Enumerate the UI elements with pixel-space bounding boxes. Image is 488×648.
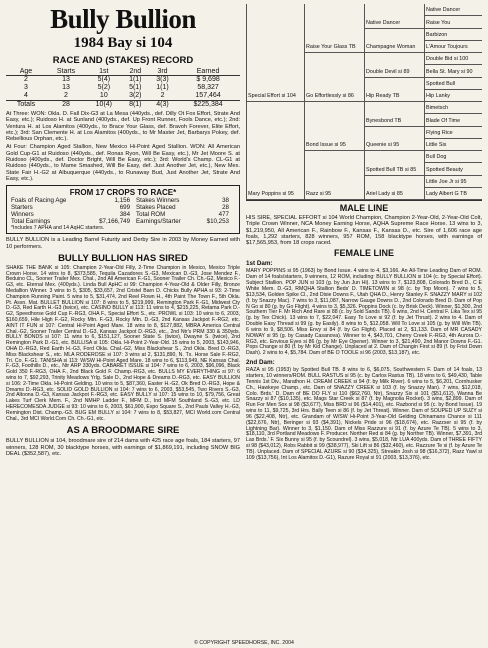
male-line-text: HIS SIRE, SPECIAL EFFORT si 104 World Champion, Champion 2-Year-Old, 2-Year-Old Colt, Triple Crown Winner, NCA Money Earning Horse, AQHA Supreme Race Horse. 13 wins to 3, $1,219,950, All American F., Rainbow F., Kansas F., Kansas D., etc. Sire of 1,606 race age foals, 1,292 starters, 828 winners, 957 ROM, 158 blacktype horses, with earnings of $17,565,953, from 18 crops raced. [246, 215, 482, 247]
page [6, 4, 484, 644]
pedigree-divider [304, 102, 305, 151]
table-cell: 5(2) [97, 84, 111, 91]
pedigree-gen4: Barbizon [424, 32, 482, 41]
pedigree-gen4: Spotted Bull [424, 81, 482, 90]
table-cell: 1(1) [156, 84, 169, 91]
pedigree-divider [424, 151, 425, 163]
table-row [6, 84, 240, 92]
pedigree-gen3: Spotted Bull TB si 85 [364, 167, 424, 176]
pedigree-gen4: Spotted Beauty [424, 167, 482, 176]
pedigree-divider [304, 53, 305, 102]
pedigree-divider [424, 163, 425, 175]
crops-footnote: *Includes 7 APHA and 14 AqHC starters. [11, 225, 105, 232]
stats-cell: 384 [119, 211, 131, 219]
pedigree-gen4: Little Sis [424, 142, 482, 151]
left-column [6, 4, 240, 459]
pedigree-gen2: Razz si 95 [304, 191, 364, 200]
pedigree-divider [424, 176, 425, 188]
sire-intro: BULLY BULLION is a Leading Barrel Futurity and Derby Sire in 2003 by Money Earned with 10 performers. [6, 237, 240, 250]
table-cell: $225,384 [176, 101, 240, 110]
crops-summary-box [6, 185, 240, 234]
table-cell: Totals [6, 101, 46, 110]
table-cell: 2 [160, 92, 165, 99]
stats-cell: 477 [218, 211, 229, 219]
pedigree-divider [364, 78, 365, 103]
table-cell: 1(1) [129, 76, 142, 83]
stats-cell: Earnings/Starter [136, 218, 181, 226]
pedigree-divider [424, 114, 425, 126]
pedigree-gen4: Bimetsch [424, 105, 482, 114]
table-cell: 13 [62, 76, 70, 83]
pedigree-dam: Mary Poppins si 95 [246, 191, 304, 200]
pedigree-divider [246, 4, 247, 102]
stats-cell: Total Earnings [11, 218, 51, 226]
pedigree-gen4: Little Joe Jr si 95 [424, 179, 482, 188]
stats-cell: Stakes Winners [136, 197, 180, 205]
table-cell: 8(1) [122, 101, 149, 110]
stats-row [11, 197, 235, 204]
table-cell: 5(4) [97, 76, 111, 83]
table-cell: $ 9,698 [196, 76, 220, 83]
pedigree-gen2: Go Effortlessly si 86 [304, 93, 364, 102]
stats-cell: Starters [11, 204, 33, 212]
male-line-heading: MALE LINE [339, 203, 389, 213]
stats-cell: Winners [11, 211, 34, 219]
pedigree-gen4: Hip Lanky [424, 93, 482, 102]
column-header: 2nd [122, 68, 149, 76]
pedigree-gen4: L'Amour Toujours [424, 44, 482, 53]
pedigree-divider [424, 4, 425, 16]
horse-info: 1984 Bay si 104 [73, 35, 173, 51]
pedigree-gen3: Queenie si 95 [364, 142, 424, 151]
column-header: 1st [86, 68, 122, 76]
pedigree-gen3: Ariel Lady si 85 [364, 191, 424, 200]
pedigree-gen4: Bull Dog [424, 154, 482, 163]
female-line-heading: FEMALE LINE [334, 248, 394, 259]
stats-cell: 699 [119, 204, 131, 212]
three-year-old-record: At Three: WON: Okla. D. Fall Dix-G3 at La Mesa (440yds., def. Dilly Ot Fox Effort, Strate And Easy, etc.); Ruidoso H. at Sunland (400yds., def. Up Front Runner, Fools Dance, etc.); 2nd: Ventura H. at Los Alamitos (400yds., to Brace Your Glass, def. Bravoh Forever, Elite Effort, etc.); 3rd: San Clemente H. at Los Alamitos (400yds., to Mr Master Jet, Barbarys Pokey, def. Rebellious Orphan, etc.). [6, 111, 240, 143]
pedigree-divider [424, 139, 425, 151]
four-year-old-record: At Four: Champion Aged Stallion, New Mexico Hi-Point Aged Stallion. WON: All American Gold Cup-G1 at Ruidoso (440yds., def. Ronas Ryon, Will Be Easy, etc.), Mr Jet Moore S. at Ruidoso (400yds., def. Doctor Bright, Will Be Easy, etc.); 3rd: World's Champ. CL-G1 at Ruidoso (440yds., to Mame Smashed, Will Be Easy, def. Just Another Jet, etc.), New Mex. State Fair H.-G2 at Albuquerque (440yds., to Runaway Bud, Just Another Jet, Strate And Easy, etc.). [6, 144, 240, 182]
pedigree-gen4: Bella St. Mary si 90 [424, 69, 482, 78]
pedigree-divider [424, 65, 425, 77]
pedigree-gen4: Flying Rice [424, 130, 482, 139]
table-row [6, 92, 240, 101]
has-sired-text: SHAKE THE BANK si 105: Champion 2-Year-Old Filly, 2-Time Champion in Mexico, Mexico Triple Crown Horse. 14 wins to 8, $373,585, Tequila Cazadores S.-G3, Mexican D.-G3, Jose Mendez F., Beduino CL, Sooner Trailer Mex. Chal., 2nd All American F.-G1, Sooner Trailer Ch. Ch.-G2, Mexico F.-G3, etc. Eternal Mex. (400yds.). Linda Bull ApHC si 99: Champion 4-Year-Old & Older Filly, Bronze Medallion Winner. 3 wins to 5, $305, $33,657, 2nd Cristel Barn D. Chicks Bully APHA si 93: 2-Time Champion Running Paint. 5 wins to 5, $31,474, 2nd Reel Flown H., 4th Paint The Town F., 5th Okla. Pt. Assn. Mat. BULLET BULLION si 107: 8 wins to 5, $219,999, Remington Park F.-G1, Midwest Cty D.-G3, Red Earth H.-G3 (twice), etc. CASINO BULLY si 113: 11 wins to 4, $215,225, Retama Park D.-G2, Speedhorse Gold Cup F.-RG3, OHA F., Special Effort S., etc. PROWL si 103: 10 wins to 6, 2003, $160,659, Hile High F.-G2, Rocky Mtn. F.-G3, Rocky Mtn. D.-G3, 2nd Kansas Jackpot F.-RG2, etc. AINT IT FUN si 107: Central Hi-Point Aged Mare. 18 wins to 8, $127,882, MBRA America Central Chal.-G2, Sooner Trailer Central D.-G3, Kansas Jackpot D.-RG3, etc., 2nd Ntr's PRM 330 & 350yds. BULLY BONDS si 107: 11 wins to 6, $151,127, Sooner State S. (twice), Dwayne S. (twice), 2nd Remington Park D.-G1, etc. BULLISA si 105: Okla. Hi-Point 2-Year-Old. 15 wins to 5, 2003, $143,946, OHA D.-RG3, Red Earth H.-G3, Ford Okla. Chal.-G2, Miss Blackshear S., 2nd Okla. Bred D.-RG3, Miss Blackshear S., etc. MLA RODEROSE si 107: 3 wins at 2, $131,890, N. Tx. Horse Sale F.-RG2, Tri. Co. F.-G1. TANISHA si 113: W/SW Hi-Point Aged Mare. 18 wins to 6, $113,949, NE Kansas Chal. F.-G3, Foothills D., etc., Ntr ARP 330yds. CABARET ISSUE si 104: 7 wins to 6, 2003, $96,096, Black Gold 350 F.-RG3, OHA F., 2nd Black Gold F. Champ.-RG3, etc. BULLS MY EVERYTHING si 97: 6 wins to 7, $92,293, Trinity Meadows Yrlg. Sale D., 2nd Hope & Dreams D.-RG3, etc. EASY BULLION si 106: 2-Time Okla. Hi-Point Gelding. 10 wins to 5, $87,360, Easter H.-G2, Ok Bred D.-RG3, Hope & Dreams D.-RG3, etc. SOLID GOLD BULLION si 104: 7 wins to 6, 2003, $53,545, Two Rivers S.-G3, 2nd Altoona D.-G3, Kansas Jackpot F.-RG3, etc. EASY BULLY si 107: 15 wins to 10, $79,756, Great Lakes Turf Clerk Mem. F., 2nd NMHP Ladder F., MFM D., Ind MFM Southland S.-G3, etc. LD HERECOMESDA JUDGE si 93: 10 wins to 6, 2003, $61,900, Expo Square S., 2nd Pauls Valley H.-G3, Remington Dist. Champ.-G3. BUG EM BULLY si 104: 7 wins to 8, $53,827, MCI World.com Central Chal., 3rd MCI World.Com Ch. Ch.-G1, etc. [6, 264, 240, 422]
table-cell: 2 [64, 92, 68, 99]
copyright: © COPYRIGHT SPEEDHORSE, INC. 2004 [194, 640, 294, 646]
pedigree-divider [304, 151, 305, 200]
pedigree-gen4: Blade Of Time [424, 118, 482, 127]
pedigree-gen3: Bynesbond TB [364, 118, 424, 127]
pedigree-divider [304, 4, 305, 53]
pedigree-divider [364, 127, 365, 152]
pedigree-gen4: Double Bid si 100 [424, 56, 482, 65]
second-dam-label: 2nd Dam: [246, 359, 275, 367]
pedigree-gen4: Lady Albert G TB [424, 191, 482, 200]
race-record-table [6, 68, 240, 109]
table-header-row [6, 68, 240, 76]
column-header: Age [6, 68, 46, 76]
table-cell: 58,327 [197, 84, 219, 91]
pedigree-divider [424, 53, 425, 65]
pedigree-gen3: Native Dancer [364, 20, 424, 29]
pedigree-divider [424, 127, 425, 139]
pedigree-divider [364, 4, 365, 29]
first-dam-label: 1st Dam: [246, 260, 273, 268]
broodmare-text: BULLY BULLION si 104, broodmare sire of 214 dams with 425 race age foals, 184 starters, 97 winners, 128 ROM, 30 blacktype horses, with earnings of $1,869,191, including SNOW BIG DEAL ($352,587), etc. [6, 438, 240, 457]
pedigree-gen2: Raise Your Glass TB [304, 44, 364, 53]
stats-cell: Foals of Racing Age [11, 197, 67, 205]
pedigree-divider [424, 188, 425, 200]
pedigree-chart [246, 4, 482, 201]
pedigree-gen4: Native Dancer [424, 7, 482, 16]
column-header: Starts [46, 68, 86, 76]
stats-cell: 1,156 [114, 197, 131, 205]
stats-cell: $10,253 [206, 218, 229, 226]
pedigree-divider [424, 90, 425, 102]
column-header: 3rd [149, 68, 176, 76]
crops-table [11, 197, 235, 225]
pedigree-divider [364, 176, 365, 201]
table-body [6, 76, 240, 110]
table-cell: 10 [99, 92, 108, 99]
pedigree-divider [364, 151, 365, 176]
table-cell: 13 [62, 84, 70, 91]
pedigree-divider [424, 16, 425, 28]
table-cell: 5(1) [129, 84, 142, 91]
second-dam-text: RAZA si 95 (1953) by Spotted Bull TB. 8 wins to 6, $6,075, Southwestern F. Dam of 14 foals, 13 starters, 10 winners/ROM. BULL RASTUS si 95 (c. by Carlos Rastus TB). 18 wins to 6, $49,430, Table Tennis 1st Div., Marathon H. CREAM CREEK si 94 (f. by Milk River). 6 wins to 5, $6,201, Cornhusker Ch., Hawkeye Champ., etc. Dam of SNAZZY CREEK si 103 (f. by Snazzy Man). 7 wins, $12,018, Colo. Brds.' D. Dam of BE DO FLY si 110 ($62,760, Ntr), Snazzy Six si 101 ($51,612), Wanna Be Snazzy si 87 ($10,135), etc. Mags Star Creek si 87 (f. by Magnolia Rocket). 3 wins, $2,899. Dam of Run For Men Sox si 98 ($3,677), Miss BRD si 96 ($14,401), etc. Razbond si 95 (c. by Bond Issue). 19 wins to 11, $9,725, 3rd Hrs. Bally Teen si 86 (f. by Jet Threat). Winner. Dam of SOUPED UP SUZY si 96 ($22,408, Ntr), etc. Grandam of W/SW Hi-Point 3-Year-Old Gelding Chinamans Chance si 111 ($22,676, Ntr), Beringer si 93 ($4,391), Nickels Pride si 96 ($18,674), etc. Razzser si 95 (f. by Lightning Bar). Winner to 3, $1,150. Dam of Miss Razzure si 91 (f. by Azure Te TB). 5 wins to 3, $18,110, 3rd Portland Meadows F. Producer. Norther Red si 84 (g. by Norther TB). Winner, $7,391, 3rd Las Brds.' F. Six Bunny si 95 (f. by Scoundrel). 3 wins, $5,018, Ntr LUA 400yds. Dam of THREE FIFTY si 98 ($43,012), Robs Rabbit si 99 ($38,977), Ski Lift si 86 ($32,460), etc. Razzure Te si (f. by Azure Te TB). Unplaced. Dam of SPECIAL AZURE si 90 ($34,325), Streakin Josh si 98 ($16,372), Razz Yawl si 109 ($13,756), Int Los Alamitos D.-G1), Razure Royal si 91 (2003, $13,376), etc. [246, 367, 482, 461]
first-dam-text: MARY POPPINS si 95 (1963) by Bond Issue. 4 wins to 4, $3,166. An All-Time Leading Dam of ROM. Dam of 14 foals/starters, 9 winners, 12 ROM, including: BULLY BULLION si 104 (c. by Special Effort). Subject Stallion. POP JUN si 103 (g. by Jun Jun Hi). 13 wins to 7, $123,808, Colorado Bred D., C E White Mem. D.-G3, RMQHA Stallion Beds' D. TIMETOWIN si 98 (c. by Top Moon). 7 wins to 5, $13,534, Golden Spike Cl., 2nd Dixie Downs F., Utah QHA D., Henry Stanley F. SNAZZY MARY si 102 (f. by Snazzy Mac). 7 wins to 3, $11,087, Narrow Gauge Downs D., 2nd Colorado Bred D. Dam of Pop N Go si 80 (g. by Go Flight). 4 wins to 3, $5,326. Poppins Dock (c. by Brisk Deck). Winner, $1,300, 2nd Southern Tier F. Mr Rich And Rare si 88 (c. by Sold Sands TB). 6 wins, 2nd H. Central F. Lika Tex si 95 (g. by Tex Chick). 13 wins to 7, $22,047. Easy To Love si 92 (f. by Jet Thrust). 2 wins to 4. Dam of Double Easy Thread si 99 (g. by Easily). 8 wins to 5, $12,058. Will To Love si 105 (g. by Will Win TB). 6 wins to 9, $8,506. Miss Envy si 84 (f. by Go Flight). Placed at 2, $1,133. Dam of MR CASADY NOWAY si 95 (g. by Casady Casanova). Winner to 4, $43,701, Cherry Creek F.-RG3, 4th Aurora D.-RG3, etc. Envious Eyes si 86 (g. by Mr Eye Opener). Winner to 3, $21,490, 2nd Manor Downs F.-G1. Pops Change si 80 (f. by Mr Kid Change). Unplaced at 2. Dam of Changin First si 89 (f. by Frist Down Dash). 2 wins to 4, $5,784. Dam of BE O TOOLE si 96 (2003, $13,187), etc. [246, 268, 482, 357]
pedigree-divider [424, 29, 425, 41]
column-header: Earned [176, 68, 240, 76]
table-cell: 4 [24, 92, 28, 99]
table-cell: 4(3) [149, 101, 176, 110]
pedigree-divider [424, 41, 425, 53]
table-cell: 2 [24, 76, 28, 83]
pedigree-gen3: Double Devil si 89 [364, 69, 424, 78]
stats-cell: Stakes Placed [136, 204, 176, 212]
stats-cell: 38 [222, 197, 229, 205]
pedigree-divider [364, 53, 365, 78]
totals-row [6, 101, 240, 110]
table-cell: 3(2) [129, 92, 142, 99]
table-cell: 3 [24, 84, 28, 91]
pedigree-gen3: Champagne Woman [364, 44, 424, 53]
stats-cell: 28 [222, 204, 229, 212]
stats-cell: Total ROM [136, 211, 166, 219]
stats-row [11, 211, 235, 218]
pedigree-sire: Special Effort si 104 [246, 93, 304, 102]
table-cell: 10(4) [86, 101, 122, 110]
table-cell: 3(3) [156, 76, 169, 83]
pedigree-divider [364, 29, 365, 54]
table-cell: 28 [46, 101, 86, 110]
pedigree-divider [246, 102, 247, 200]
pedigree-gen2: Bond Issue si 95 [304, 142, 364, 151]
right-column [246, 4, 482, 464]
table-cell: 157,464 [195, 92, 221, 99]
pedigree-divider [424, 78, 425, 90]
pedigree-gen4: Raise You [424, 20, 482, 29]
has-sired-heading: BULLY BULLION HAS SIRED [58, 252, 188, 264]
pedigree-divider [364, 102, 365, 127]
horse-name: Bully Bullion [50, 4, 196, 34]
stats-row [11, 218, 235, 225]
pedigree-divider [424, 102, 425, 114]
broodmare-heading: AS A BROODMARE SIRE [66, 425, 180, 437]
stats-row [11, 204, 235, 211]
pedigree-gen3: Hip Ready TB [364, 93, 424, 102]
crops-heading: FROM 17 CROPS TO RACE* [69, 188, 177, 198]
table-row [6, 76, 240, 85]
stats-cell: $7,166,749 [99, 218, 131, 226]
record-heading: RACE AND (STAKES) RECORD [52, 55, 194, 66]
